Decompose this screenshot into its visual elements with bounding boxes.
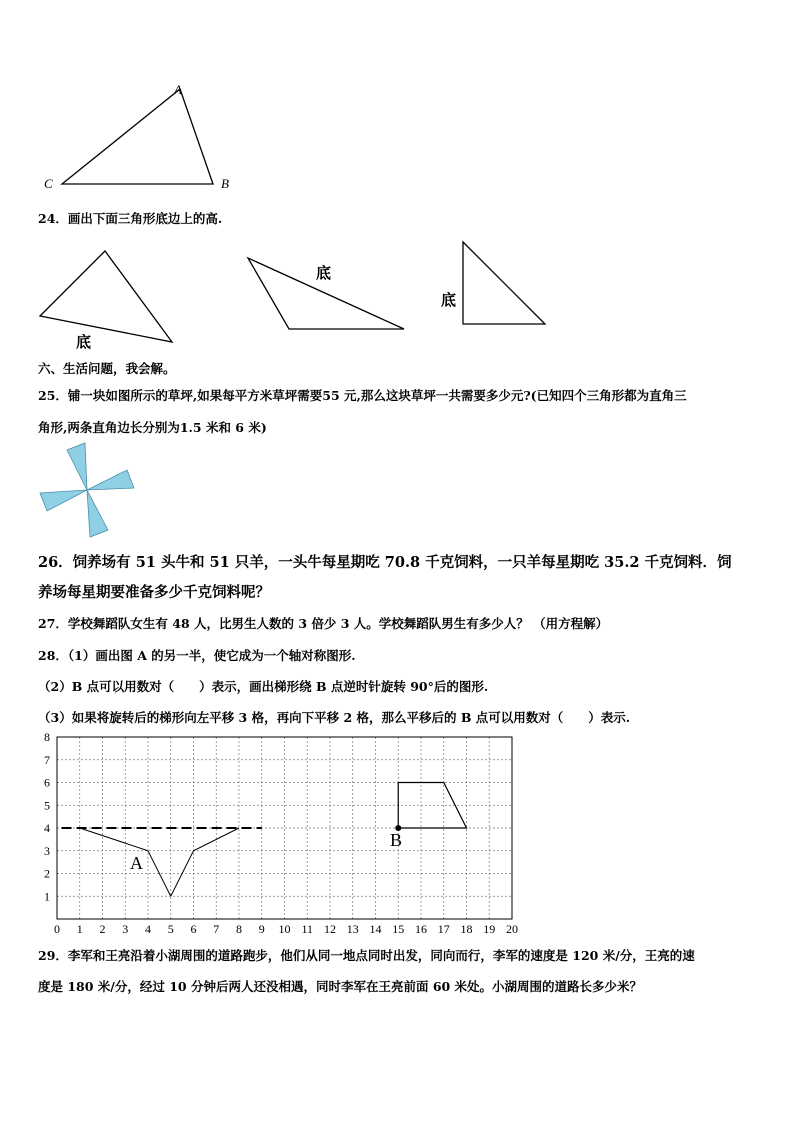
x-tick-label: 13: [346, 922, 359, 936]
x-tick-label: 6: [190, 922, 197, 936]
y-tick-label: 4: [44, 821, 50, 835]
base-label-2: 底: [316, 264, 332, 282]
x-tick-label: 17: [437, 922, 450, 936]
question-27: 27．学校舞蹈队女生有 48 人，比男生人数的 3 倍少 3 人。学校舞蹈队男生有多少人？ （用方程解）: [38, 616, 609, 631]
x-tick-label: 2: [99, 922, 106, 936]
y-tick-label: 5: [44, 798, 50, 813]
y-tick-label: 8: [44, 730, 50, 744]
question-29-line2: 度是 180 米/分，经过 10 分钟后两人还没相遇，同时李军在王亮前面 60 米处。小湖周围的道路长多少米？: [38, 979, 643, 994]
question-25-line2: 角形,两条直角边长分别为1.5 米和 6 米): [38, 420, 267, 435]
question-26-line2: 养场每星期要准备多少千克饲料呢？: [38, 584, 270, 601]
x-tick-label: 0: [54, 922, 60, 936]
vertex-label-a: A: [174, 82, 182, 97]
question-28-part3: （3）如果将旋转后的梯形向左平移 3 格，再向下平移 2 格，那么平移后的 B 点可以用数对（ ）表示.: [38, 710, 631, 725]
point-b-label: B: [390, 830, 403, 850]
x-tick-label: 15: [392, 922, 405, 936]
y-tick-label: 1: [44, 889, 50, 904]
trapezoid: [398, 783, 466, 829]
x-tick-label: 4: [145, 922, 151, 936]
question-28-part1: 28．（1）画出图 A 的另一半，使它成为一个轴对称图形.: [38, 648, 356, 663]
shape-a-label: A: [130, 853, 143, 873]
x-tick-label: 20: [506, 922, 518, 936]
y-tick-label: 7: [44, 752, 50, 767]
y-tick-label: 2: [44, 866, 50, 881]
x-tick-label: 11: [301, 922, 314, 936]
question-24: 24．画出下面三角形底边上的高.: [38, 211, 223, 226]
question-25-line1: 25．铺一块如图所示的草坪,如果每平方米草坪需要55 元,那么这块草坪一共需要多少元?(已知四个三角形都为直角三: [38, 388, 687, 403]
question-26-line1: 26．饲养场有 51 头牛和 51 只羊，一头牛每星期吃 70.8 千克饲料，一只羊每星期吃 35.2 千克饲料．饲: [38, 554, 732, 571]
x-tick-label: 12: [324, 922, 336, 936]
base-label-3: 底: [441, 291, 457, 309]
x-tick-label: 9: [258, 922, 265, 936]
section-six-heading: 六、生活问题，我会解。: [38, 361, 176, 376]
y-tick-label: 6: [44, 775, 50, 790]
shape-a-right: [171, 828, 239, 896]
x-tick-label: 3: [122, 922, 129, 936]
vertex-label-b: B: [221, 176, 229, 191]
y-tick-label: 3: [44, 843, 50, 858]
x-tick-label: 18: [460, 922, 473, 936]
x-tick-label: 10: [278, 922, 291, 936]
question-29-line1: 29．李军和王亮沿着小湖周围的道路跑步，他们从同一地点同时出发，同向而行，李军的速度是 120 米/分，王亮的速: [38, 948, 695, 963]
x-tick-label: 14: [369, 922, 382, 936]
x-tick-label: 8: [236, 922, 242, 936]
question-28-part2: （2）B 点可以用数对（ ）表示，画出梯形绕 B 点逆时针旋转 90°后的图形.: [38, 679, 489, 694]
x-tick-label: 1: [76, 922, 83, 936]
x-tick-label: 16: [415, 922, 427, 936]
x-tick-label: 19: [483, 922, 496, 936]
base-label-1: 底: [76, 333, 92, 351]
vertex-label-c: C: [44, 176, 53, 191]
x-tick-label: 5: [167, 922, 174, 936]
x-tick-label: 7: [213, 922, 220, 936]
